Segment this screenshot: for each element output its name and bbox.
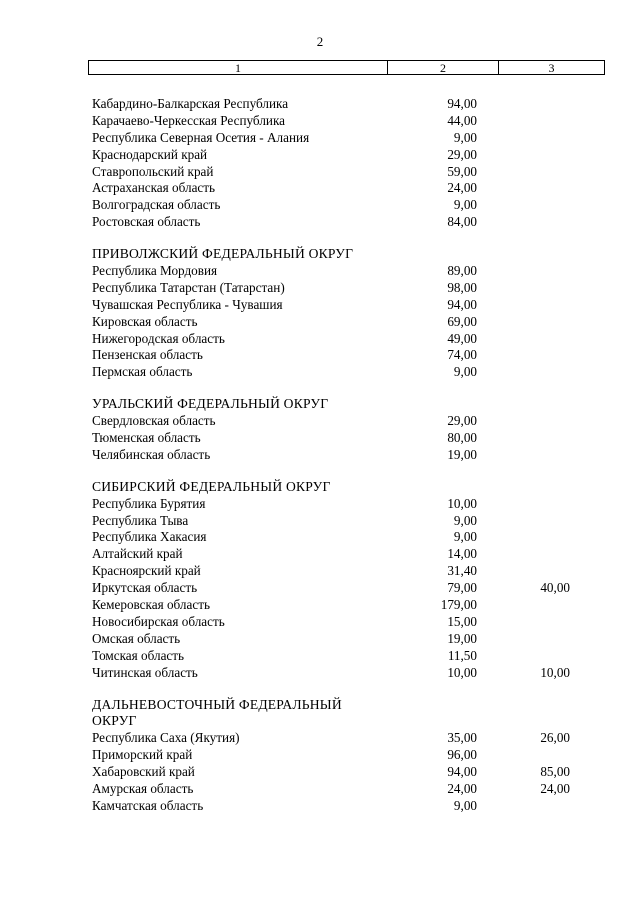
value-column-2: 15,00	[447, 613, 477, 629]
table-row	[0, 665, 640, 682]
value-column-2: 59,00	[447, 163, 477, 179]
region-name: Тюменская область	[92, 430, 201, 446]
value-column-2: 29,00	[447, 413, 477, 429]
value-column-2: 24,00	[447, 180, 477, 196]
value-column-2: 9,00	[453, 797, 477, 813]
table-row	[0, 496, 640, 513]
section-spacer	[0, 682, 640, 697]
district-heading	[0, 697, 640, 714]
page-number: 2	[316, 34, 324, 49]
value-column-3: 24,00	[540, 780, 570, 796]
region-name: Республика Татарстан (Татарстан)	[92, 279, 285, 295]
table-row	[0, 130, 640, 147]
region-name: Пензенская область	[92, 347, 203, 363]
table-row	[0, 781, 640, 798]
region-name: Ставропольский край	[92, 163, 214, 179]
column-header-3: 3	[548, 60, 555, 75]
table-row	[0, 297, 640, 314]
value-column-2: 44,00	[447, 112, 477, 128]
region-name: Пермская область	[92, 364, 193, 380]
table-row	[0, 513, 640, 530]
value-column-2: 79,00	[447, 580, 477, 596]
table-row	[0, 597, 640, 614]
region-name: Иркутская область	[92, 580, 198, 596]
region-name: Кемеровская область	[92, 597, 210, 613]
district-heading	[0, 479, 640, 496]
value-column-2: 9,00	[453, 129, 477, 145]
district-name: ДАЛЬНЕВОСТОЧНЫЙ ФЕДЕРАЛЬНЫЙ	[92, 696, 342, 712]
table-row	[0, 314, 640, 331]
region-name: Приморский край	[92, 747, 193, 763]
value-column-2: 31,40	[447, 563, 477, 579]
region-name: Республика Бурятия	[92, 495, 206, 511]
value-column-2: 19,00	[447, 446, 477, 462]
value-column-2: 96,00	[447, 747, 477, 763]
table-row	[0, 96, 640, 113]
region-name: Красноярский край	[92, 563, 201, 579]
table-row	[0, 280, 640, 297]
district-name: СИБИРСКИЙ ФЕДЕРАЛЬНЫЙ ОКРУГ	[92, 478, 331, 494]
table-row	[0, 447, 640, 464]
region-name: Камчатская область	[92, 797, 204, 813]
region-name: Омская область	[92, 630, 181, 646]
value-column-2: 9,00	[453, 197, 477, 213]
region-name: Республика Мордовия	[92, 263, 218, 279]
region-name: Краснодарский край	[92, 146, 208, 162]
region-table	[0, 96, 640, 815]
value-column-2: 29,00	[447, 146, 477, 162]
value-column-2: 10,00	[447, 664, 477, 680]
region-name: Кабардино-Балкарская Республика	[92, 96, 289, 111]
region-name: Карачаево-Черкесская Республика	[92, 112, 286, 128]
value-column-2: 24,00	[447, 780, 477, 796]
district-heading	[0, 246, 640, 263]
value-column-2: 98,00	[447, 279, 477, 295]
value-column-3: 26,00	[540, 730, 570, 746]
section-spacer	[0, 231, 640, 246]
table-row	[0, 798, 640, 815]
table-row	[0, 631, 640, 648]
region-name: Республика Саха (Якутия)	[92, 730, 240, 746]
column-header-1: 1	[89, 61, 388, 74]
value-column-2: 11,50	[447, 647, 477, 663]
table-row	[0, 164, 640, 181]
table-row	[0, 347, 640, 364]
value-column-3: 10,00	[540, 664, 570, 680]
region-name: Республика Северная Осетия - Алания	[92, 129, 310, 145]
region-name: Кировская область	[92, 313, 198, 329]
table-row	[0, 180, 640, 197]
value-column-2: 80,00	[447, 430, 477, 446]
table-row	[0, 147, 640, 164]
table-row	[0, 580, 640, 597]
section-spacer	[0, 464, 640, 479]
table-row	[0, 214, 640, 231]
region-name: Томская область	[92, 647, 185, 663]
table-row	[0, 263, 640, 280]
value-column-2: 94,00	[447, 764, 477, 780]
table-row	[0, 364, 640, 381]
table-row	[0, 648, 640, 665]
region-name: Волгоградская область	[92, 197, 221, 213]
value-column-2: 84,00	[447, 214, 477, 230]
value-column-2: 19,00	[447, 630, 477, 646]
table-row	[0, 197, 640, 214]
table-row	[0, 546, 640, 563]
value-column-3: 85,00	[540, 764, 570, 780]
region-name: Свердловская область	[92, 413, 216, 429]
value-column-2: 94,00	[447, 96, 477, 111]
value-column-2: 69,00	[447, 313, 477, 329]
value-column-2: 9,00	[453, 364, 477, 380]
table-row	[0, 430, 640, 447]
column-header-row	[88, 60, 605, 75]
region-name: Республика Хакасия	[92, 529, 207, 545]
value-column-2: 9,00	[453, 529, 477, 545]
value-column-2: 49,00	[447, 330, 477, 346]
section-spacer	[0, 381, 640, 396]
region-name: Ростовская область	[92, 214, 201, 230]
value-column-2: 179,00	[440, 597, 477, 613]
region-name: Челябинская область	[92, 446, 211, 462]
region-name: Чувашская Республика - Чувашия	[92, 296, 283, 312]
district-name: УРАЛЬСКИЙ ФЕДЕРАЛЬНЫЙ ОКРУГ	[92, 396, 329, 412]
district-heading	[0, 396, 640, 413]
table-row	[0, 747, 640, 764]
region-name: Амурская область	[92, 780, 194, 796]
table-row	[0, 563, 640, 580]
region-name: Новосибирская область	[92, 613, 225, 629]
table-row	[0, 413, 640, 430]
table-row	[0, 331, 640, 348]
region-name: Читинская область	[92, 664, 198, 680]
region-name: Нижегородская область	[92, 330, 225, 346]
region-name: Хабаровский край	[92, 764, 195, 780]
district-heading	[0, 713, 640, 730]
region-name: Астраханская область	[92, 180, 216, 196]
district-name: ОКРУГ	[92, 713, 137, 729]
table-row	[0, 113, 640, 130]
table-row	[0, 730, 640, 747]
table-row	[0, 529, 640, 546]
district-name: ПРИВОЛЖСКИЙ ФЕДЕРАЛЬНЫЙ ОКРУГ	[92, 246, 354, 262]
column-header-2: 2	[388, 61, 499, 74]
value-column-2: 89,00	[447, 263, 477, 279]
region-name: Алтайский край	[92, 546, 183, 562]
region-name: Республика Тыва	[92, 512, 189, 528]
value-column-2: 14,00	[447, 546, 477, 562]
value-column-2: 35,00	[447, 730, 477, 746]
value-column-3: 40,00	[540, 580, 570, 596]
table-row	[0, 764, 640, 781]
table-row	[0, 614, 640, 631]
value-column-2: 94,00	[447, 296, 477, 312]
value-column-2: 10,00	[447, 495, 477, 511]
value-column-2: 9,00	[453, 512, 477, 528]
value-column-2: 74,00	[447, 347, 477, 363]
